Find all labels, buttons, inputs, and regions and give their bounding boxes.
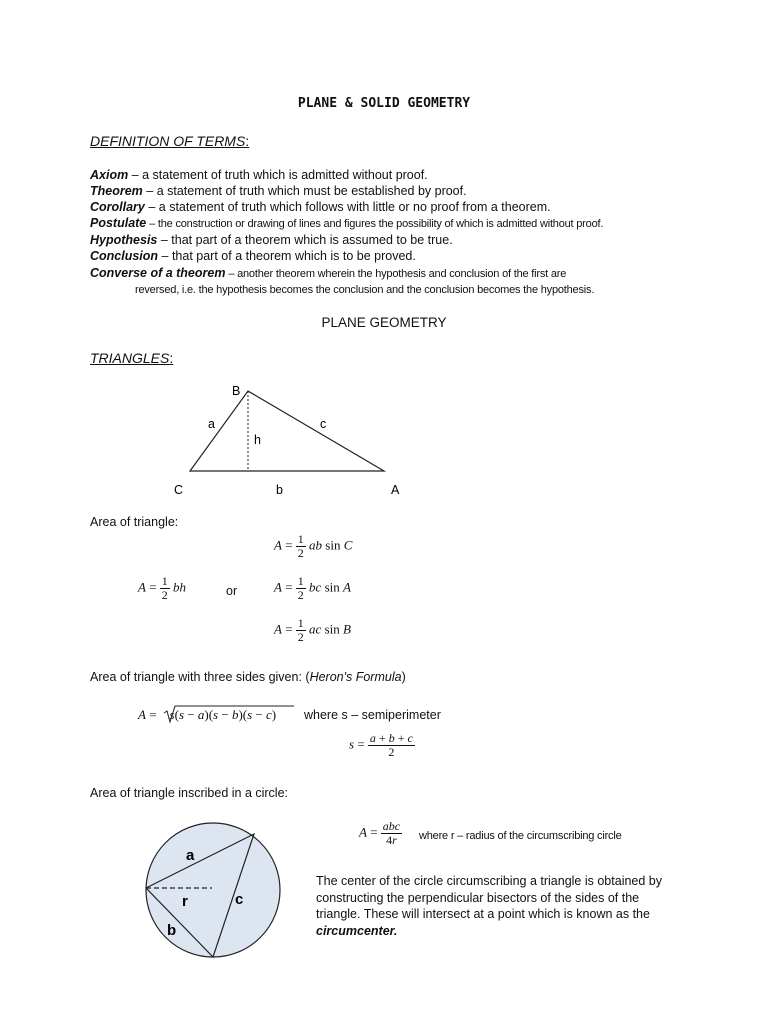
circle-radius-label: r: [182, 893, 188, 910]
vertex-c-label: C: [174, 483, 184, 497]
definitions-heading: DEFINITION OF TERMS:: [90, 133, 250, 149]
side-c-label: c: [320, 417, 327, 431]
heron-label-prefix: Area of triangle with three sides given: (: [90, 670, 310, 684]
circle-side-b-label: b: [167, 922, 177, 939]
definition-text: – a statement of truth which is admitted without proof.: [128, 168, 428, 182]
term: Converse of a theorem: [90, 266, 226, 280]
term: Theorem: [90, 184, 143, 198]
term: Corollary: [90, 200, 145, 214]
circumcenter-paragraph: [316, 873, 686, 939]
height-label: h: [254, 433, 261, 447]
heron-name: Heron's Formula: [309, 670, 402, 684]
or-text: or: [226, 584, 238, 598]
circumcenter-text: The center of the circle circumscribing a triangle is obtained by constructing the perpendicular bisectors of the sides of the triangle. These will intersect at a point which is known as the: [316, 874, 662, 921]
formula-acsinb: A = $\frac{1}{2}$ ac sin B: [274, 616, 351, 644]
semiperimeter-note: where s – semiperimeter: [304, 708, 441, 722]
heron-label: [90, 670, 406, 684]
inscribed-label: Area of triangle inscribed in a circle:: [90, 786, 289, 800]
triangles-heading: TRIANGLES:: [90, 350, 174, 366]
definitions-heading-text: DEFINITION OF TERMS: [90, 133, 246, 149]
side-b-label: b: [276, 483, 283, 497]
side-a-label: a: [208, 417, 215, 431]
triangles-heading-text: TRIANGLES: [90, 350, 170, 366]
vertex-a-label: A: [391, 483, 400, 497]
circle-side-a-label: a: [186, 847, 195, 864]
triangle-diagram: [174, 384, 400, 497]
triangle-outline: [190, 391, 384, 471]
term: Postulate: [90, 216, 147, 230]
radius-note: where r – radius of the circumscribing circle: [419, 830, 622, 842]
heron-label-suffix: ): [401, 670, 406, 684]
definition-text: – that part of a theorem which is assumed to be true.: [157, 233, 453, 247]
definition-text: – a statement of truth which must be established by proof.: [142, 184, 467, 198]
heron-formula: A = s(s − a)(s − b)(s − c): [138, 707, 277, 722]
circle-side-c-label: c: [235, 891, 244, 908]
definition-text: – the construction or drawing of lines and figures the possibility of which is admitted without proof.: [146, 218, 604, 230]
formula-absinc: A = $\frac{1}{2}$ ab sin C: [274, 532, 353, 560]
definition-text: – that part of a theorem which is to be proved.: [158, 249, 416, 263]
circumcenter-term: circumcenter.: [316, 923, 398, 938]
term: Axiom: [90, 168, 129, 182]
term: Hypothesis: [90, 233, 158, 247]
circle-diagram: [146, 823, 280, 957]
definition-text: reversed, i.e. the hypothesis becomes the conclusion and the conclusion becomes the hypothesis.: [135, 284, 595, 296]
area-label: Area of triangle:: [90, 515, 179, 529]
term: Conclusion: [90, 249, 159, 263]
page-title: PLANE & SOLID GEOMETRY: [297, 96, 471, 111]
definition-text: – a statement of truth which follows with little or no proof from a theorem.: [144, 200, 551, 214]
formula-half-bh: A = $\frac{1}{2}$ bh: [138, 574, 187, 602]
definition-text: – another theorem wherein the hypothesis and conclusion of the first are: [225, 268, 567, 280]
formula-bcsina: A = $\frac{1}{2}$ bc sin A: [274, 574, 351, 602]
circumscribed-area-formula: A = $\frac{\text{abc}}{4r}$: [359, 819, 401, 847]
semiperimeter-formula: s = $\frac{a + b + c}{2}$: [349, 731, 413, 759]
section-title: PLANE GEOMETRY: [321, 315, 447, 330]
vertex-b-label: B: [232, 384, 241, 398]
